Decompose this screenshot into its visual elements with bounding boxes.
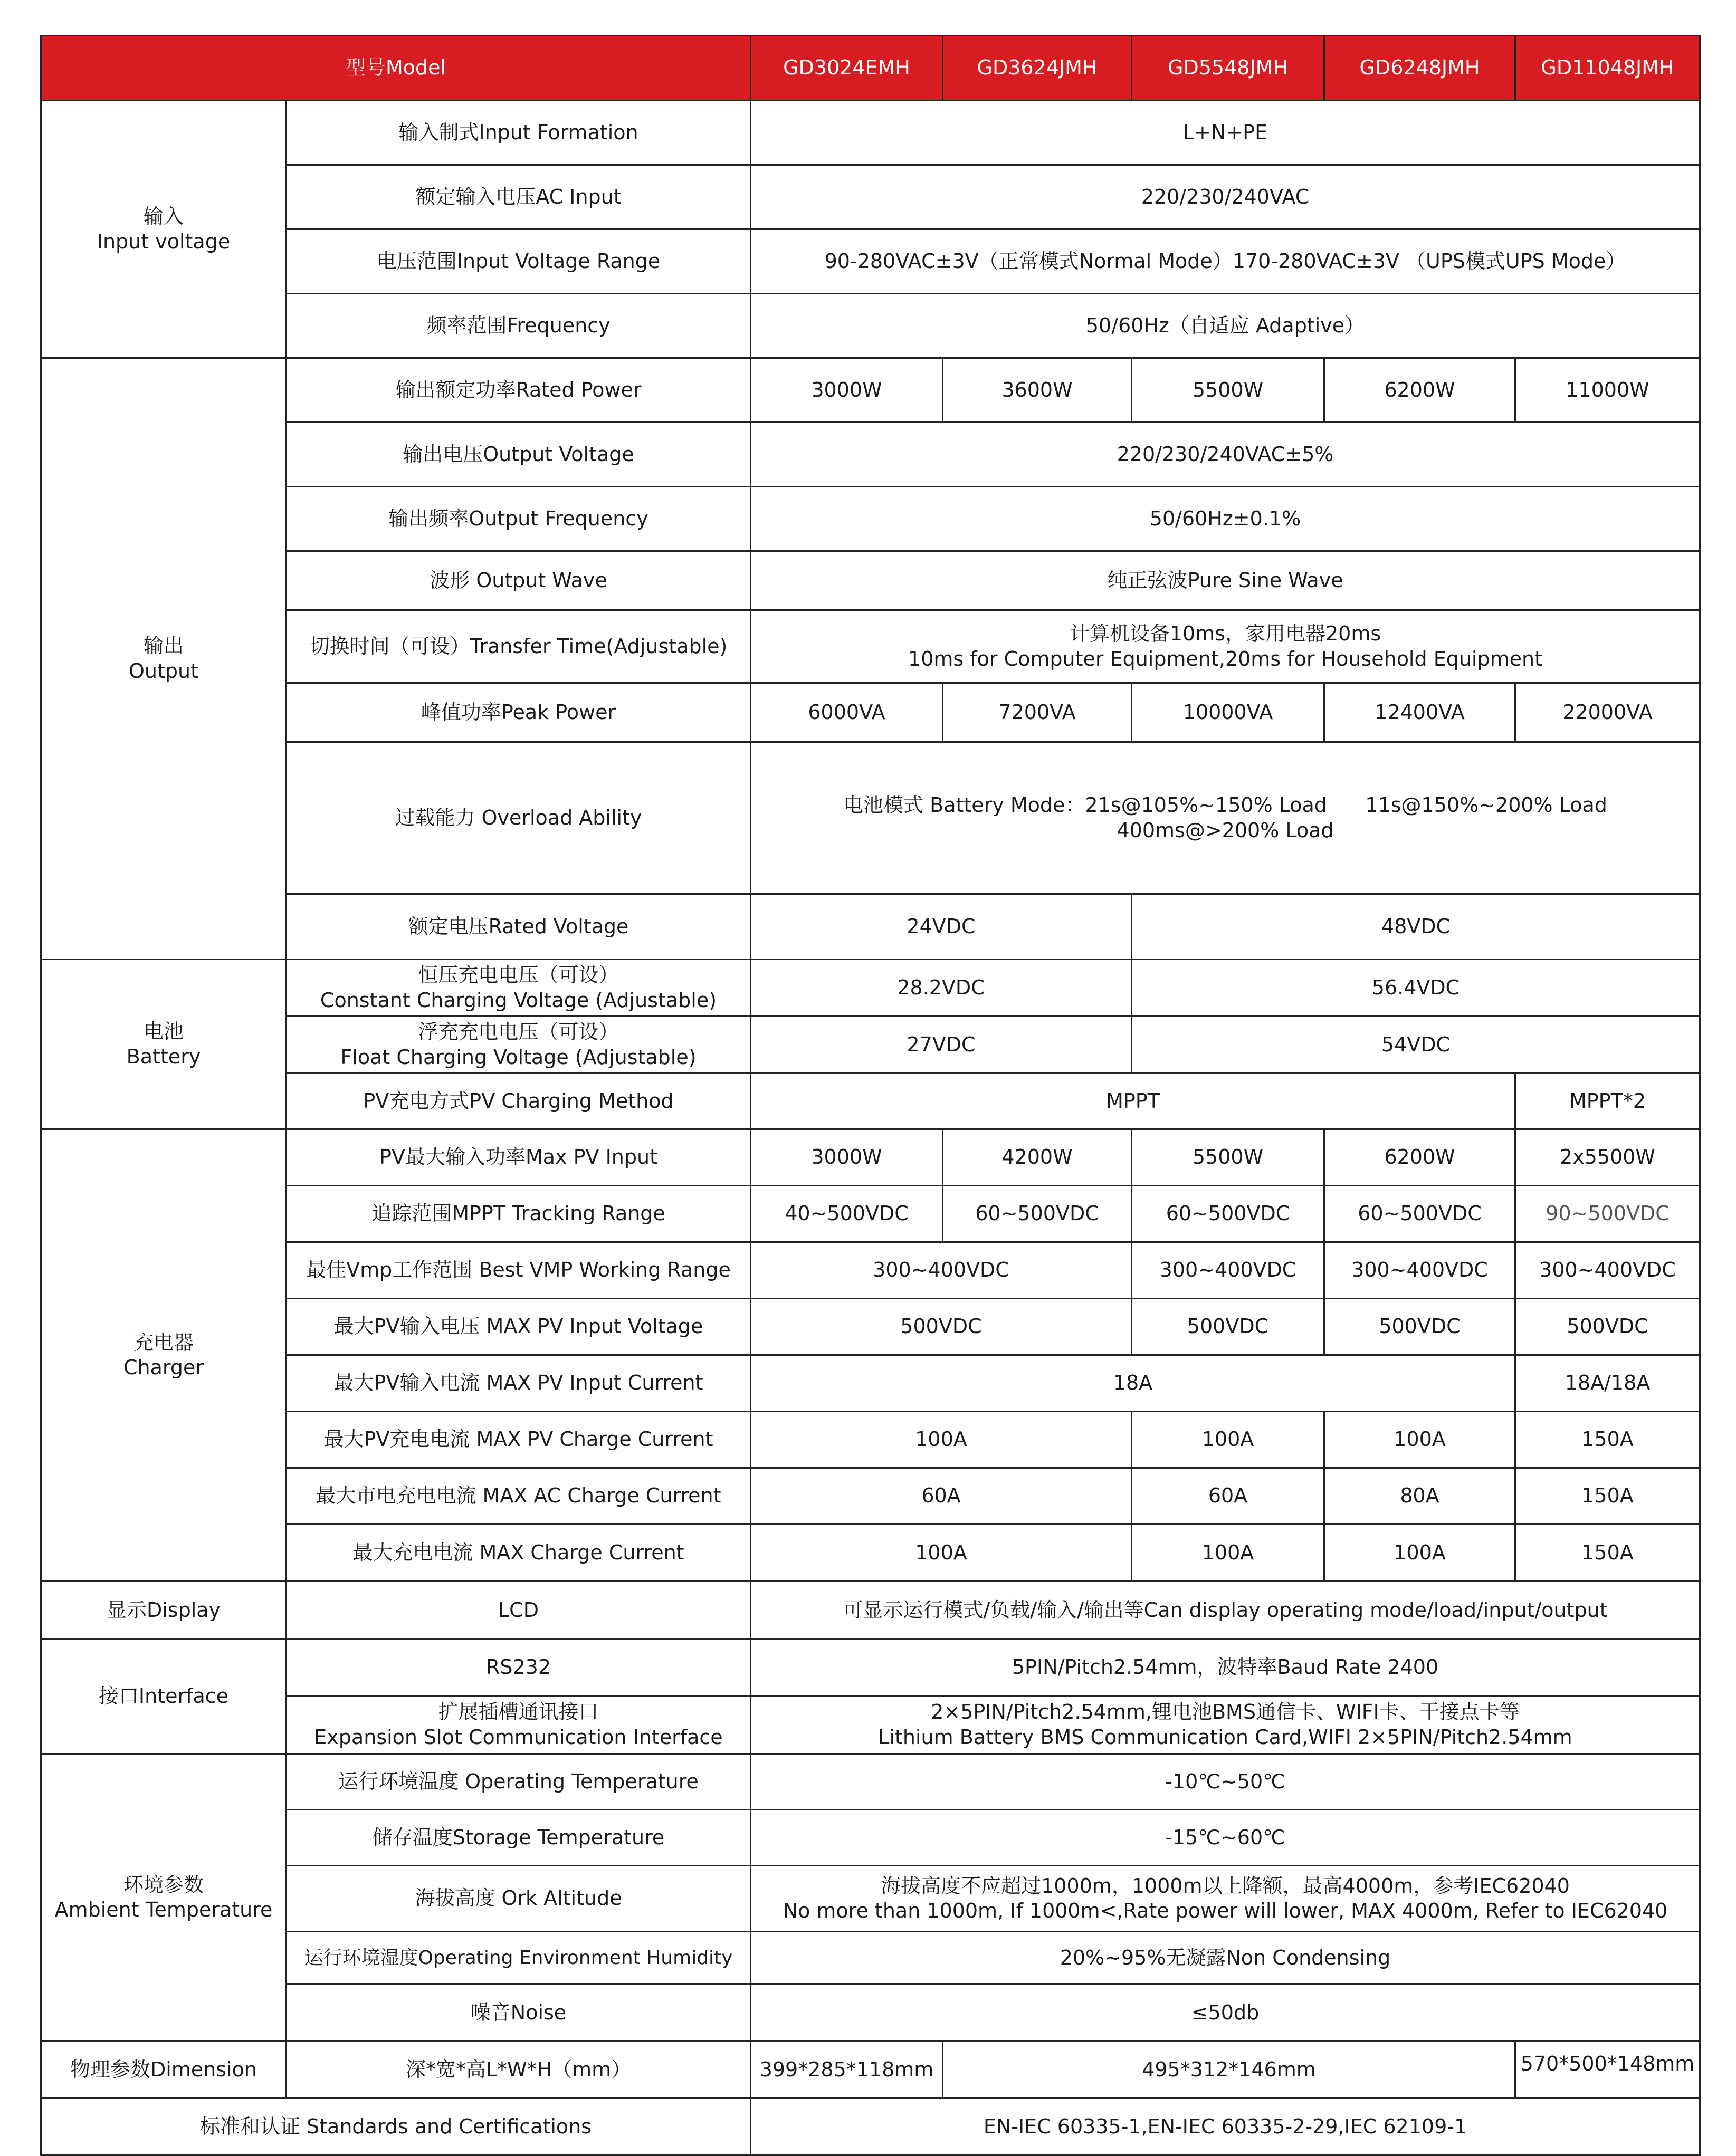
table-row [41,1242,1700,1299]
cell-value: 300~400VDC [1324,1242,1515,1299]
cell-value: 90~500VDC [1515,1186,1700,1242]
cell-value: 300~400VDC [1515,1242,1700,1299]
group-charger: 充电器 Charger [41,1129,287,1582]
table-row [41,1412,1700,1468]
model-name: GD3024EMH [751,36,943,101]
group-output: 输出 Output [41,358,287,960]
table-row [41,894,1700,960]
cell-value: 48VDC [1132,894,1700,960]
cell-value: 10000VA [1132,683,1324,742]
row-label: 波形 Output Wave [287,551,751,610]
cell-value: 22000VA [1515,683,1700,742]
row-label: 运行环境湿度Operating Environment Humidity [287,1932,751,1985]
cell-value: 56.4VDC [1132,960,1700,1017]
table-row [41,1074,1700,1129]
row-label: 切换时间（可设）Transfer Time(Adjustable) [287,610,751,683]
cell-value: 100A [1324,1525,1515,1582]
cell-value: 3000W [751,1129,943,1186]
cell-value: 500VDC [751,1299,1132,1355]
table-row [41,2042,1700,2098]
table-row [41,683,1700,742]
cell-value: 60A [1132,1468,1324,1525]
cell-value: 6200W [1324,358,1515,423]
header-row [41,36,1700,101]
table-row [41,358,1700,423]
row-value: 90-280VAC±3V（正常模式Normal Mode）170-280VAC±3V （UPS模式UPS Mode） [751,229,1700,294]
cell-value: 24VDC [751,894,1132,960]
row-value: 5PIN/Pitch2.54mm，波特率Baud Rate 2400 [751,1640,1700,1696]
table-row [41,1355,1700,1412]
cell-value: 60A [751,1468,1132,1525]
cell-value: 100A [1324,1412,1515,1468]
table-row [41,2098,1700,2155]
cell-value: 60~500VDC [1324,1186,1515,1242]
cell-value: MPPT [751,1074,1515,1129]
cell-value: 7200VA [943,683,1132,742]
row-value: -15℃~60℃ [751,1810,1700,1866]
row-value: 计算机设备10ms，家用电器20ms 10ms for Computer Equipment,20ms for Household Equipment [751,610,1700,683]
row-label: 输出频率Output Frequency [287,487,751,551]
table-row [41,1640,1700,1696]
table-row [41,101,1700,165]
model-name: GD6248JMH [1324,36,1515,101]
spec-table [40,35,1701,2156]
table-row [41,423,1700,487]
cell-value: 300~400VDC [751,1242,1132,1299]
row-label: 恒压充电电压（可设） Constant Charging Voltage (Adjustable) [287,960,751,1017]
model-name: GD5548JMH [1132,36,1324,101]
table-row [41,1299,1700,1355]
row-value: 纯正弦波Pure Sine Wave [751,551,1700,610]
cell-value: 40~500VDC [751,1186,943,1242]
group-input: 输入 Input voltage [41,101,287,358]
table-row [41,487,1700,551]
cell-value: 80A [1324,1468,1515,1525]
row-label: 最大PV充电电流 MAX PV Charge Current [287,1412,751,1468]
cell-value: 150A [1515,1468,1700,1525]
cell-value: 11000W [1515,358,1700,423]
row-label: PV最大输入功率Max PV Input [287,1129,751,1186]
row-label: 频率范围Frequency [287,294,751,358]
table-row [41,1810,1700,1866]
row-label: 深*宽*高L*W*H（mm） [287,2042,751,2098]
cell-value: 150A [1515,1412,1700,1468]
cell-value: 100A [751,1412,1132,1468]
row-value: EN-IEC 60335-1,EN-IEC 60335-2-29,IEC 62109-1 [751,2098,1700,2155]
row-value: 220/230/240VAC±5% [751,423,1700,487]
row-value: 可显示运行模式/负载/输入/输出等Can display operating mode/load/input/output [751,1582,1700,1640]
cell-value: 60~500VDC [1132,1186,1324,1242]
row-label: 最佳Vmp工作范围 Best VMP Working Range [287,1242,751,1299]
row-label: 追踪范围MPPT Tracking Range [287,1186,751,1242]
row-label: 运行环境温度 Operating Temperature [287,1754,751,1810]
cell-value: 500VDC [1515,1299,1700,1355]
cell-value: 12400VA [1324,683,1515,742]
cell-value: 18A [751,1355,1515,1412]
table-row [41,1985,1700,2042]
cell-value: 27VDC [751,1017,1132,1074]
row-label: 最大PV输入电压 MAX PV Input Voltage [287,1299,751,1355]
row-value: 50/60Hz±0.1% [751,487,1700,551]
row-label: 最大市电充电电流 MAX AC Charge Current [287,1468,751,1525]
row-label: RS232 [287,1640,751,1696]
group-environment: 环境参数 Ambient Temperature [41,1754,287,2042]
row-value: ≤50db [751,1985,1700,2042]
row-label: 峰值功率Peak Power [287,683,751,742]
row-label: 储存温度Storage Temperature [287,1810,751,1866]
cell-value: 100A [1132,1412,1324,1468]
table-row [41,610,1700,683]
table-row [41,229,1700,294]
row-value: 20%~95%无凝露Non Condensing [751,1932,1700,1985]
row-label: 输出电压Output Voltage [287,423,751,487]
cell-value: 5500W [1132,1129,1324,1186]
cell-value: 60~500VDC [943,1186,1132,1242]
model-name: GD3624JMH [943,36,1132,101]
table-row [41,1186,1700,1242]
row-label: 输出额定功率Rated Power [287,358,751,423]
cell-value: 300~400VDC [1132,1242,1324,1299]
cell-value: 3600W [943,358,1132,423]
row-label: 输入制式Input Formation [287,101,751,165]
table-row [41,294,1700,358]
table-row [41,1525,1700,1582]
table-row [41,1932,1700,1985]
row-label: 标准和认证 Standards and Certifications [41,2098,751,2155]
row-label: 噪音Noise [287,1985,751,2042]
row-label: 海拔高度 Ork Altitude [287,1866,751,1932]
cell-value: 399*285*118mm [751,2042,943,2098]
row-label: 扩展插槽通讯接口 Expansion Slot Communication Interface [287,1696,751,1754]
group-dimension: 物理参数Dimension [41,2042,287,2098]
row-value: 海拔高度不应超过1000m，1000m以上降额，最高4000m，参考IEC62040 No more than 1000m, If 1000m<,Rate power will lower, MAX 4000m, Refer to IEC62040 [751,1866,1700,1932]
cell-value: 28.2VDC [751,960,1132,1017]
cell-value: 150A [1515,1525,1700,1582]
row-label: LCD [287,1582,751,1640]
row-value: 2×5PIN/Pitch2.54mm,锂电池BMS通信卡、WIFI卡、干接点卡等 Lithium Battery BMS Communication Card,WIFI 2×5PIN/Pitch2.54mm [751,1696,1700,1754]
group-interface: 接口Interface [41,1640,287,1754]
table-row [41,1754,1700,1810]
cell-value: MPPT*2 [1515,1074,1700,1129]
row-label: 最大充电电流 MAX Charge Current [287,1525,751,1582]
row-value: -10℃~50℃ [751,1754,1700,1810]
cell-value: 500VDC [1324,1299,1515,1355]
table-row [41,1582,1700,1640]
table-row [41,1696,1700,1754]
table-row [41,551,1700,610]
table-row [41,1017,1700,1074]
table-row [41,742,1700,894]
row-label: 过载能力 Overload Ability [287,742,751,894]
table-row [41,1129,1700,1186]
cell-value: 570*500*148mm [1515,2042,1700,2098]
cell-value: 6200W [1324,1129,1515,1186]
row-value: 220/230/240VAC [751,165,1700,229]
cell-value: 100A [751,1525,1132,1582]
row-value: L+N+PE [751,101,1700,165]
table-row [41,960,1700,1017]
cell-value: 500VDC [1132,1299,1324,1355]
row-label: 额定输入电压AC Input [287,165,751,229]
cell-value: 3000W [751,358,943,423]
group-display: 显示Display [41,1582,287,1640]
row-label: 电压范围Input Voltage Range [287,229,751,294]
cell-value: 495*312*146mm [943,2042,1515,2098]
cell-value: 18A/18A [1515,1355,1700,1412]
model-label: 型号Model [41,36,751,101]
row-value: 电池模式 Battery Mode：21s@105%~150% Load 11s@150%~200% Load 400ms@>200% Load [751,742,1700,894]
table-row [41,165,1700,229]
model-name: GD11048JMH [1515,36,1700,101]
table-row [41,1866,1700,1932]
table-row [41,1468,1700,1525]
row-value: 50/60Hz（自适应 Adaptive） [751,294,1700,358]
row-label: 额定电压Rated Voltage [287,894,751,960]
row-label: 浮充充电电压（可设） Float Charging Voltage (Adjustable) [287,1017,751,1074]
group-battery: 电池 Battery [41,960,287,1129]
cell-value: 5500W [1132,358,1324,423]
cell-value: 4200W [943,1129,1132,1186]
cell-value: 6000VA [751,683,943,742]
cell-value: 2x5500W [1515,1129,1700,1186]
cell-value: 54VDC [1132,1017,1700,1074]
cell-value: 100A [1132,1525,1324,1582]
row-label: 最大PV输入电流 MAX PV Input Current [287,1355,751,1412]
row-label: PV充电方式PV Charging Method [287,1074,751,1129]
